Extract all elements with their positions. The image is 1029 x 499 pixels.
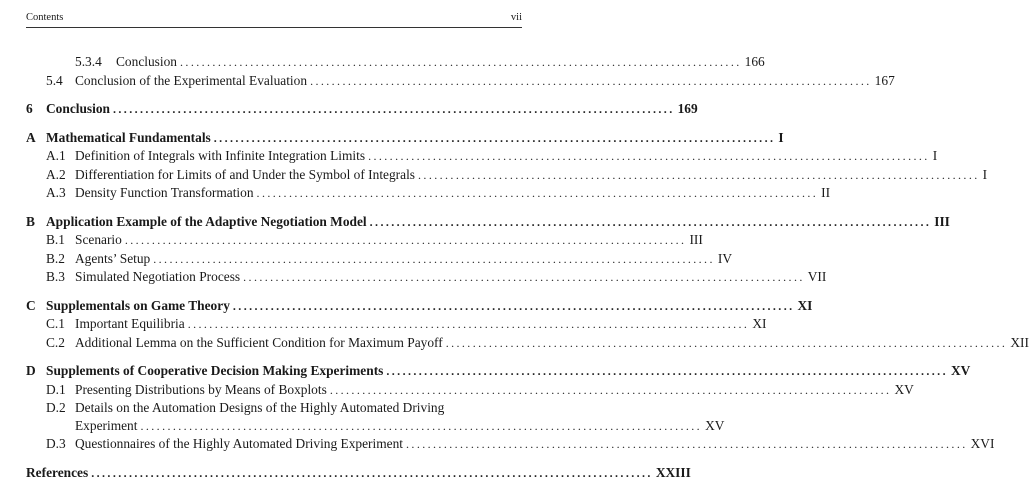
toc-entry[interactable] xyxy=(26,399,523,417)
toc-entry[interactable] xyxy=(26,147,938,166)
entry-page: 169 xyxy=(677,101,698,116)
entry-number: 6 xyxy=(26,101,33,116)
entry-title: Scenario xyxy=(75,232,122,247)
entry-title: Supplementals on Game Theory xyxy=(46,297,230,313)
entry-page: XII xyxy=(1010,334,1029,350)
toc-references[interactable] xyxy=(26,464,691,483)
entry-page: I xyxy=(932,148,938,163)
entry-number: A.2 xyxy=(46,166,66,182)
dot-leader: ........................................................................................................ xyxy=(213,130,776,145)
entry-title: Density Function Transformation xyxy=(75,185,254,200)
entry-page: VII xyxy=(807,269,827,284)
toc-entry[interactable] xyxy=(26,231,703,250)
dot-leader: ........................................................................................................ xyxy=(418,167,980,182)
entry-number: D.2 xyxy=(46,400,66,415)
entry-title: Differentiation for Limits of and Under the Symbol of Integrals xyxy=(75,166,416,182)
dot-leader: ........................................................................................................ xyxy=(310,73,872,88)
dot-leader: ........................................................................................................ xyxy=(256,186,819,200)
entry-title: Conclusion xyxy=(116,54,178,69)
dot-leader: ........................................................................................................ xyxy=(113,102,675,116)
entry-number: C xyxy=(26,297,36,313)
dot-leader: ........................................................................................................ xyxy=(445,335,1008,350)
toc-chapter[interactable] xyxy=(26,129,784,148)
dot-leader: ........................................................................................................ xyxy=(243,270,805,284)
dot-leader: ........................................................................................................ xyxy=(386,364,948,378)
dot-leader: ........................................................................................................ xyxy=(368,149,930,163)
entry-title: Agents’ Setup xyxy=(75,250,151,266)
entry-number: A.3 xyxy=(46,185,66,200)
toc-entry[interactable] xyxy=(26,53,765,72)
entry-page: XI xyxy=(752,316,767,331)
dot-leader: ........................................................................................................ xyxy=(406,437,968,451)
toc-entry[interactable] xyxy=(26,184,831,203)
entry-title: Questionnaires of the Highly Automated Driving Experiment xyxy=(75,436,404,451)
dot-leader: ........................................................................................................ xyxy=(153,251,715,266)
entry-number: C.1 xyxy=(46,316,65,331)
header-page-number: vii xyxy=(510,12,522,23)
header-rule xyxy=(26,27,522,28)
entry-page: XVI xyxy=(970,436,995,451)
dot-leader: ........................................................................................................ xyxy=(232,298,795,313)
entry-page: XV xyxy=(894,381,914,397)
toc-chapter[interactable] xyxy=(26,362,971,381)
entry-number: A xyxy=(26,129,36,145)
dot-leader: ........................................................................................................ xyxy=(329,382,892,397)
entry-page: III xyxy=(689,232,703,247)
entry-page: I xyxy=(778,129,784,145)
entry-title: Conclusion xyxy=(46,101,110,116)
toc-entry-continuation[interactable] xyxy=(26,417,725,436)
entry-number: B.1 xyxy=(46,232,65,247)
toc-chapter[interactable] xyxy=(26,213,950,232)
entry-page: IV xyxy=(717,250,732,266)
entry-page: III xyxy=(934,213,950,229)
entry-number: D.3 xyxy=(46,436,66,451)
entry-number: D.1 xyxy=(46,381,66,397)
entry-number: B.2 xyxy=(46,250,65,266)
entry-number: B.3 xyxy=(46,269,65,284)
entry-title: Presenting Distributions by Means of Boxplots xyxy=(75,381,327,397)
entry-number: A.1 xyxy=(46,148,66,163)
table-of-contents xyxy=(26,53,1029,482)
toc-chapter[interactable] xyxy=(26,297,813,316)
entry-number: 5.4 xyxy=(46,72,63,88)
entry-page: 167 xyxy=(874,72,895,88)
entry-number: C.2 xyxy=(46,334,65,350)
dot-leader: ........................................................................................................ xyxy=(180,55,742,69)
dot-leader: ........................................................................................................ xyxy=(124,233,687,247)
entry-title-continued: Experiment xyxy=(75,417,138,433)
toc-entry[interactable] xyxy=(26,250,732,269)
dot-leader: ........................................................................................................ xyxy=(369,214,932,229)
entry-number: B xyxy=(26,213,35,229)
dot-leader: ........................................................................................................ xyxy=(91,465,653,480)
entry-title: Conclusion of the Experimental Evaluation xyxy=(75,72,308,88)
entry-title: Mathematical Fundamentals xyxy=(46,129,211,145)
toc-entry[interactable] xyxy=(26,315,767,334)
entry-title: Definition of Integrals with Infinite Integration Limits xyxy=(75,148,366,163)
entry-title: Application Example of the Adaptive Negotiation Model xyxy=(46,213,367,229)
entry-title: Simulated Negotiation Process xyxy=(75,269,241,284)
toc-entry[interactable] xyxy=(26,381,914,400)
entry-title: Important Equilibria xyxy=(75,316,185,331)
entry-title: Details on the Automation Designs of the Highly Automated Driving xyxy=(75,400,445,415)
dot-leader: ........................................................................................................ xyxy=(187,317,750,331)
entry-title: References xyxy=(26,464,89,480)
entry-page: 166 xyxy=(744,54,765,69)
entry-page: I xyxy=(982,166,988,182)
entry-page: XXIII xyxy=(655,464,691,480)
toc-entry[interactable] xyxy=(26,72,895,91)
toc-entry[interactable] xyxy=(26,334,1029,353)
entry-page: XI xyxy=(797,297,813,313)
running-header xyxy=(26,12,522,28)
toc-entry[interactable] xyxy=(26,268,827,287)
entry-number: D xyxy=(26,363,36,378)
toc-entry[interactable] xyxy=(26,166,988,185)
entry-title: Supplements of Cooperative Decision Making Experiments xyxy=(46,363,384,378)
toc-chapter[interactable] xyxy=(26,100,698,119)
dot-leader: ........................................................................................................ xyxy=(140,418,703,433)
entry-page: XV xyxy=(705,417,725,433)
header-section-title: Contents xyxy=(26,12,64,23)
entry-page: XV xyxy=(950,363,971,378)
entry-page: II xyxy=(821,185,831,200)
entry-title: Additional Lemma on the Sufficient Condition for Maximum Payoff xyxy=(75,334,443,350)
toc-entry[interactable] xyxy=(26,435,995,454)
entry-number: 5.3.4 xyxy=(75,54,102,69)
